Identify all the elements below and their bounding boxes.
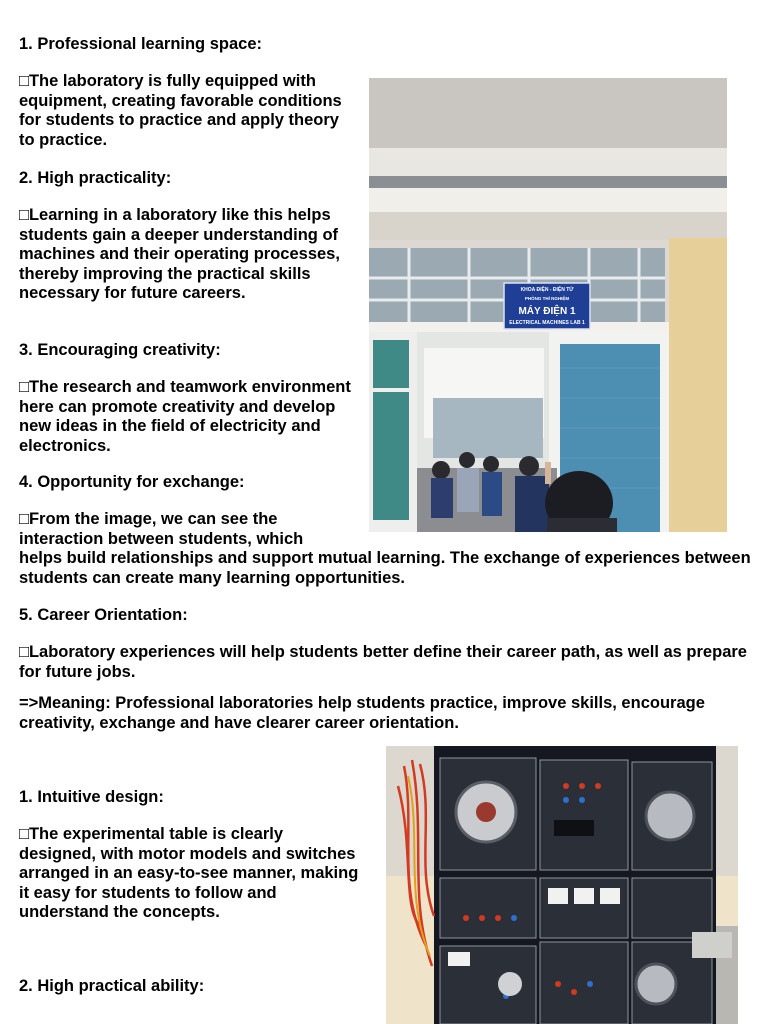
sign-lab-label-text: PHÒNG THÍ NGHIỆM	[524, 296, 570, 301]
heading-opportunity-for-exchange: 4. Opportunity for exchange:	[19, 473, 245, 491]
sign-english-text: ELECTRICAL MACHINES LAB 1	[509, 320, 585, 326]
meaning-summary: =>Meaning: Professional laboratories help students practice, improve skills, encourage creativity, exchange and have clearer career orientation.	[19, 694, 705, 732]
paragraph-intuitive-design: □The experimental table is clearly designed, with motor models and switches arranged in an easy-to-see manner, making it easy for students to follow and understand the concepts.	[19, 825, 359, 922]
experiment-panels-photo	[386, 746, 738, 1024]
heading-high-practical-ability: 2. High practical ability:	[19, 977, 205, 995]
paragraph-opportunity-for-exchange-rest: helps build relationships and support mutual learning. The exchange of experiences between students can create many learning opportunities.	[19, 549, 751, 587]
heading-professional-learning-space: 1. Professional learning space:	[19, 35, 263, 53]
lab-entrance-photo	[369, 78, 727, 532]
experiment-panels-illustration	[386, 746, 738, 1024]
paragraph-professional-learning-space: □The laboratory is fully equipped with equipment, creating favorable conditions for students to practice and apply theory to practice.	[19, 72, 342, 149]
heading-intuitive-design: 1. Intuitive design:	[19, 788, 164, 806]
paragraph-career-orientation: □Laboratory experiences will help students better define their career path, as well as prepare for future jobs.	[19, 643, 747, 681]
sign-title-text: MÁY ĐIỆN 1	[518, 306, 576, 317]
heading-career-orientation: 5. Career Orientation:	[19, 606, 188, 624]
lab-entrance-illustration	[369, 78, 727, 532]
sign-faculty-text: KHOA ĐIỆN - ĐIỆN TỬ	[520, 287, 574, 293]
paragraph-encouraging-creativity: □The research and teamwork environment here can promote creativity and develop new ideas in the field of electricity and electronics.	[19, 378, 351, 455]
heading-encouraging-creativity: 3. Encouraging creativity:	[19, 341, 221, 359]
heading-high-practicality: 2. High practicality:	[19, 169, 172, 187]
paragraph-opportunity-for-exchange-start: □From the image, we can see the interaction between students, which	[19, 510, 304, 548]
paragraph-high-practicality: □Learning in a laboratory like this helps students gain a deeper understanding of machines and their operating processes, thereby improving the practical skills necessary for future careers.	[19, 206, 340, 303]
